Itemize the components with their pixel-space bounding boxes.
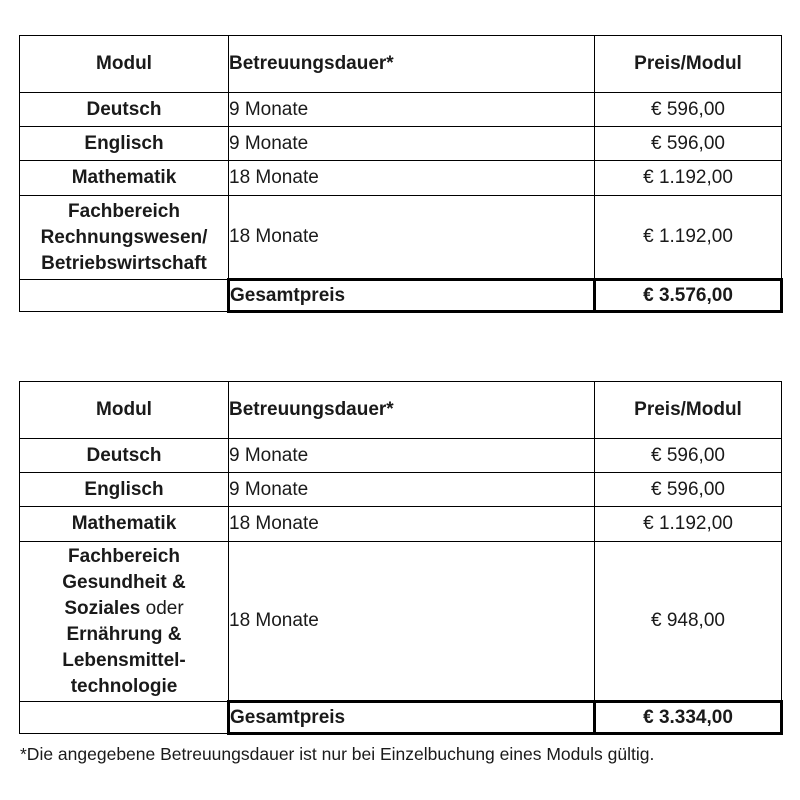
- module-line: Gesundheit &: [62, 571, 186, 593]
- duration-cell: 18 Monate: [229, 161, 595, 196]
- module-cell: Deutsch: [20, 439, 229, 473]
- module-line: technologie: [70, 675, 178, 697]
- table-row: [20, 542, 782, 702]
- module-cell: Englisch: [20, 127, 229, 161]
- module-cell: [20, 542, 229, 702]
- duration-cell: 9 Monate: [229, 127, 595, 161]
- price-cell: € 1.192,00: [595, 161, 782, 196]
- module-cell: Mathematik: [20, 507, 229, 542]
- module-line: Betriebswirtschaft: [41, 252, 207, 274]
- price-cell: € 596,00: [595, 473, 782, 507]
- table-row: [20, 93, 782, 127]
- total-price: € 3.576,00: [595, 280, 782, 312]
- table-row: [20, 439, 782, 473]
- price-table-1: [19, 35, 783, 313]
- price-table-2: [19, 381, 783, 735]
- module-cell: [20, 196, 229, 280]
- duration-cell: 9 Monate: [229, 93, 595, 127]
- table-row: [20, 196, 782, 280]
- duration-cell: 18 Monate: [229, 507, 595, 542]
- price-cell: € 1.192,00: [595, 196, 782, 280]
- header-duration: Betreuungsdauer*: [229, 36, 595, 93]
- total-label: Gesamtpreis: [229, 280, 595, 312]
- module-line: Rechnungswesen/: [40, 226, 208, 248]
- table-row: [20, 161, 782, 196]
- price-cell: € 948,00: [595, 542, 782, 702]
- module-cell: Mathematik: [20, 161, 229, 196]
- module-line: Fachbereich: [68, 200, 180, 222]
- price-cell: € 596,00: [595, 439, 782, 473]
- module-conjunction: oder: [145, 597, 184, 619]
- header-price: Preis/Modul: [595, 382, 782, 439]
- header-module: Modul: [20, 382, 229, 439]
- table-header-row: [20, 382, 782, 439]
- module-word: Soziales: [64, 597, 141, 619]
- duration-cell: 18 Monate: [229, 542, 595, 702]
- header-duration: Betreuungsdauer*: [229, 382, 595, 439]
- total-row: [20, 280, 782, 312]
- table-row: [20, 127, 782, 161]
- total-row: [20, 702, 782, 734]
- total-price: € 3.334,00: [595, 702, 782, 734]
- module-cell: Englisch: [20, 473, 229, 507]
- header-module: Modul: [20, 36, 229, 93]
- module-line: Ernährung &: [66, 623, 182, 645]
- duration-cell: 18 Monate: [229, 196, 595, 280]
- price-cell: € 596,00: [595, 93, 782, 127]
- total-label: Gesamtpreis: [229, 702, 595, 734]
- duration-cell: 9 Monate: [229, 439, 595, 473]
- empty-cell: [20, 702, 229, 734]
- empty-cell: [20, 280, 229, 312]
- module-line: Fachbereich: [68, 545, 180, 567]
- module-line: Lebensmittel-: [62, 649, 186, 671]
- table-header-row: [20, 36, 782, 93]
- footnote: *Die angegebene Betreuungsdauer ist nur bei Einzelbuchung eines Moduls gültig.: [20, 744, 655, 764]
- price-cell: € 1.192,00: [595, 507, 782, 542]
- duration-cell: 9 Monate: [229, 473, 595, 507]
- module-line: [20, 596, 228, 622]
- header-price: Preis/Modul: [595, 36, 782, 93]
- module-cell: Deutsch: [20, 93, 229, 127]
- price-cell: € 596,00: [595, 127, 782, 161]
- table-row: [20, 507, 782, 542]
- table-row: [20, 473, 782, 507]
